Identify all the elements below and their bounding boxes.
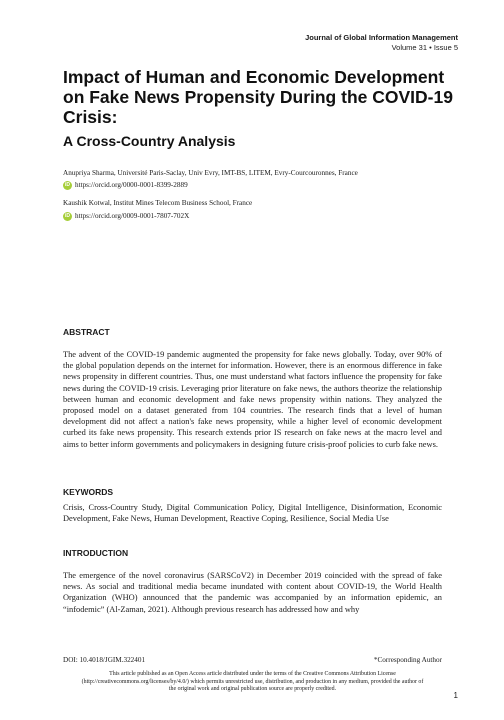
author-1-orcid-link[interactable]: https://orcid.org/0000-0001-8399-2889: [75, 181, 188, 189]
introduction-heading: INTRODUCTION: [63, 548, 129, 558]
page-number: 1: [453, 691, 458, 700]
author-1-orcid: [63, 180, 188, 190]
corresponding-author-note: *Corresponding Author: [373, 656, 442, 664]
author-2-affiliation: Kaushik Kotwal, Institut Mines Telecom Business School, France: [63, 199, 253, 207]
orcid-icon: iD: [65, 181, 70, 188]
journal-name: Journal of Global Information Management: [305, 33, 458, 42]
journal-header: [305, 33, 458, 53]
abstract-heading: ABSTRACT: [63, 327, 110, 337]
introduction-text: The emergence of the novel coronavirus (SARSCoV2) in December 2019 coincided with the spread of fake news. As social and traditional media became inundated with content about COVID-19, the World Health Organization (WHO) announced that the pandemic was accompanied by an information epidemic, an “infodemic” (Al-Zaman, 2021). Although previous research has addressed how and why: [63, 571, 442, 614]
volume-issue: Volume 31 • Issue 5: [391, 43, 458, 52]
license-notice: This article published as an Open Access article distributed under the terms of the Creative Commons Attribution License (http://creativecommons.org/licenses/by/4.0/) which permits unrestricted use, distribution, and production in any medium, provided the author of the original work and original publication source are properly credited.: [81, 671, 424, 693]
abstract-text: The advent of the COVID-19 pandemic augmented the propensity for fake news globally. Today, over 90% of the global population depends on the internet for information. However, there is an enormous difference in fake news propensity in different countries. Thus, one must understand what factors influence the propensity for fake news during the COVID-19 crisis. Leveraging prior literature on fake news, the authors theorize the relationship between human and economic development and fake news propensity within nations. They analyzed the proposed model on a dataset generated from 104 countries. The research finds that a level of human development did not affect a nation's fake news propensity, while a higher level of economic development curbed its fake news propensity. This research extends prior IS research on fake news at the macro level and aims to better inform governments and policymakers in designing future crisis-proof policies to curb fake news.: [63, 350, 442, 449]
author-2-orcid: [63, 211, 189, 221]
article-title: Impact of Human and Economic Development on Fake News Propensity During the COVID-19 Crisis:: [63, 67, 453, 127]
author-2-orcid-link[interactable]: https://orcid.org/0009-0001-7807-702X: [75, 212, 190, 220]
article-subtitle: A Cross-Country Analysis: [63, 133, 236, 149]
keywords-heading: KEYWORDS: [63, 487, 114, 497]
orcid-icon: iD: [65, 212, 70, 219]
keywords-text: Crisis, Cross-Country Study, Digital Communication Policy, Digital Intelligence, Disinformation, Economic Development, Fake News, Human Development, Reactive Coping, Resilience, Social Media Use: [63, 503, 442, 524]
doi: DOI: 10.4018/JGIM.322401: [63, 656, 146, 664]
author-1-affiliation: Anupriya Sharma, Université Paris-Saclay, Univ Evry, IMT-BS, LITEM, Evry-Courcouronnes, France: [63, 169, 358, 177]
